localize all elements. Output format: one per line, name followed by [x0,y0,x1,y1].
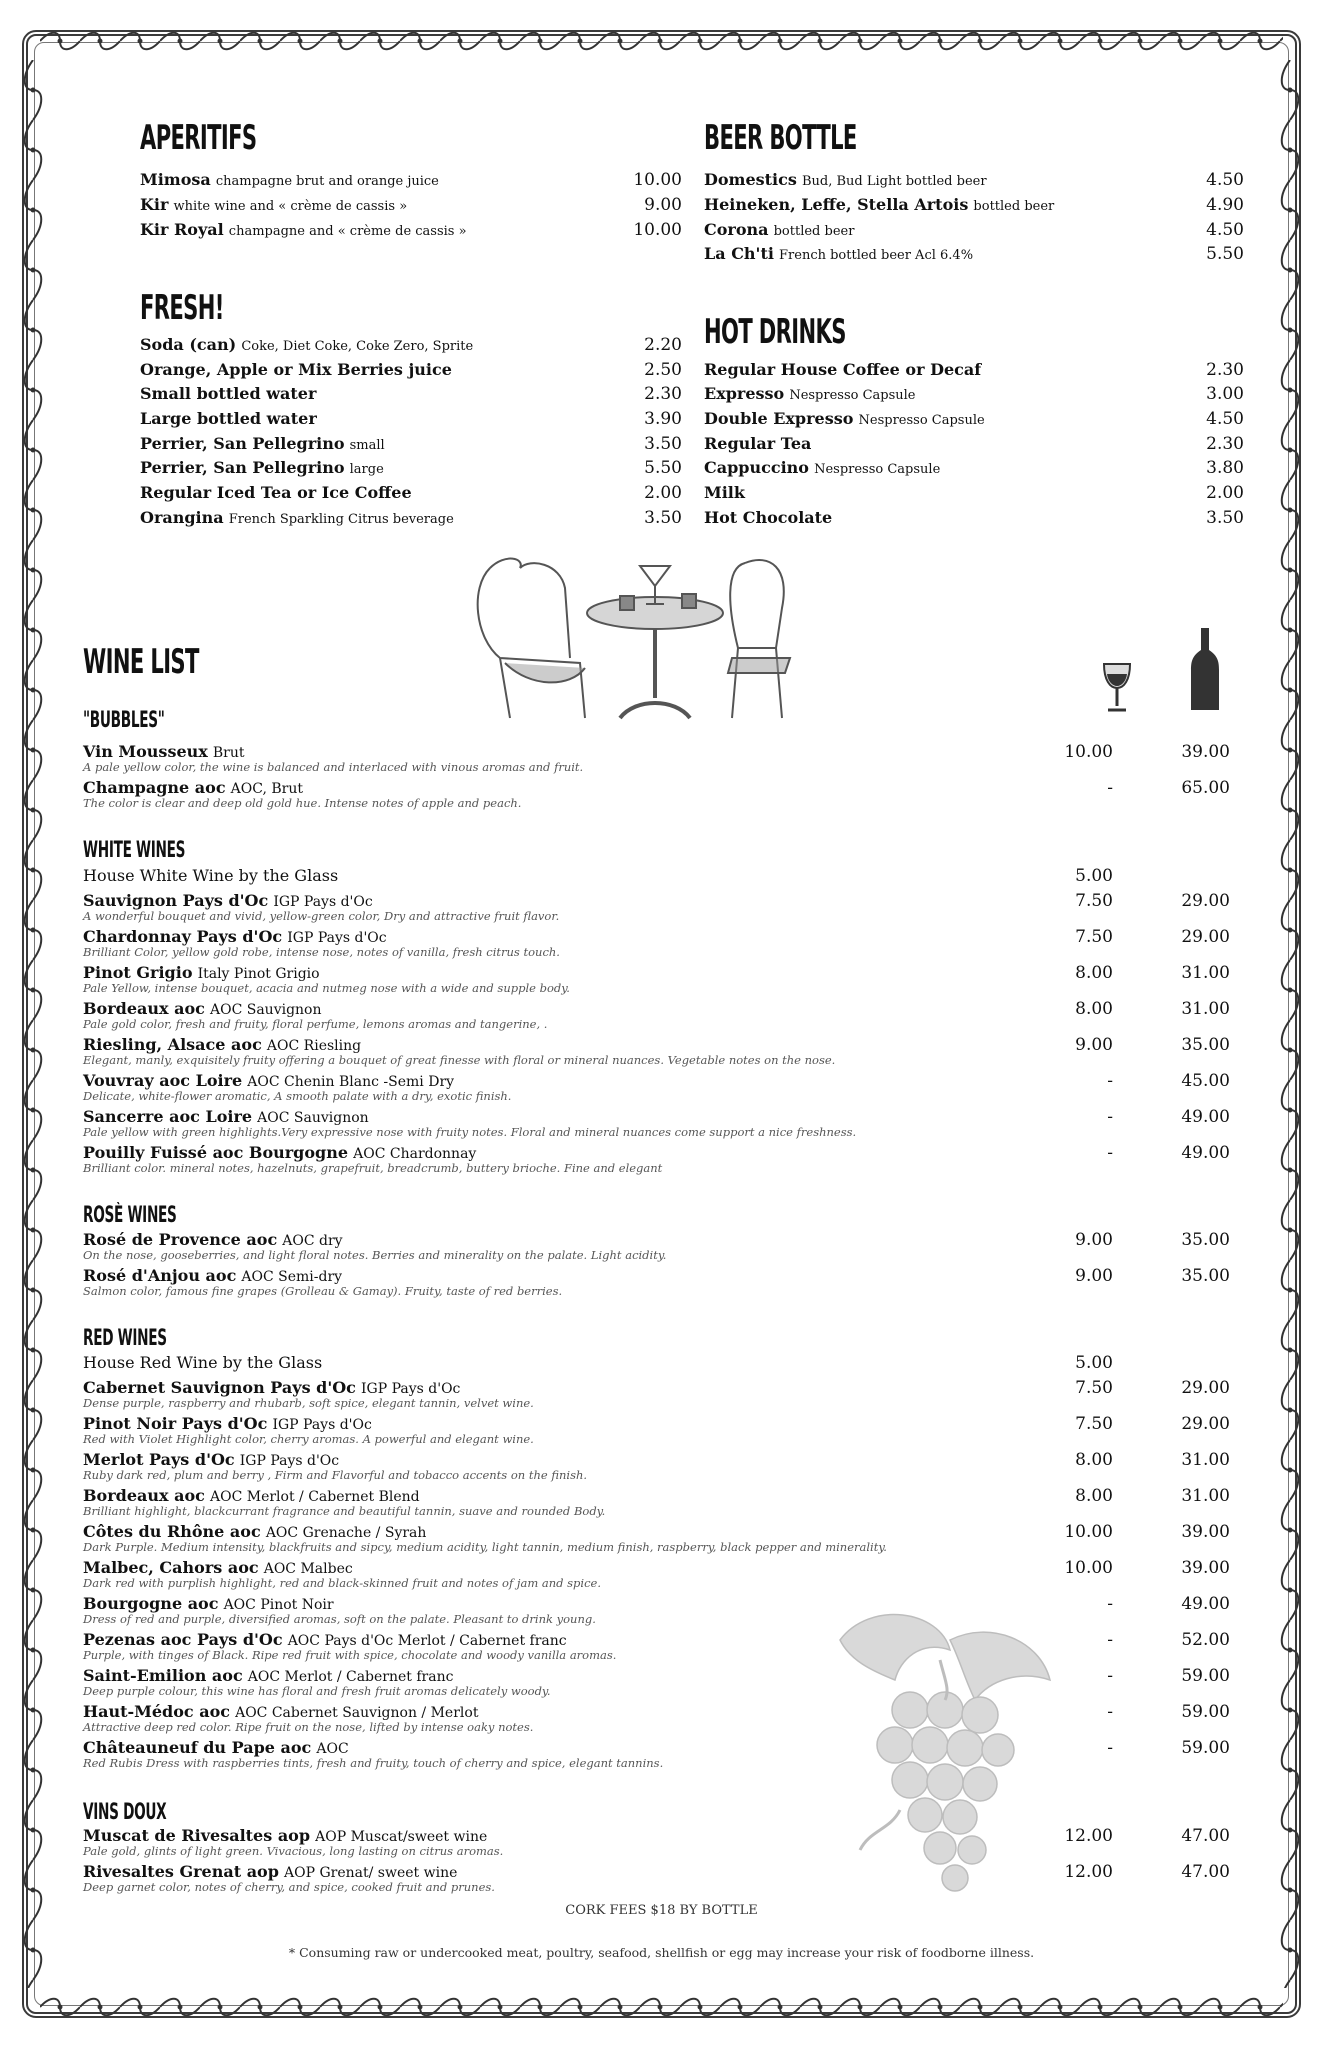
tasting-note: Salmon color, famous fine grapes (Grolleau & Gamay). Fruity, taste of red berries. [83,1284,563,1298]
border-ornament-left [22,60,44,1988]
price: 9.00 [644,195,682,215]
menu-item: La Ch'ti French bottled beer Acl 6.4% 5.50 [704,244,1244,264]
glass-price: - [1107,1666,1113,1686]
bottle-price: 31.00 [1181,1450,1230,1470]
tasting-note: Dark red with purplish highlight, red and black-skinned fruit and notes of jam and spice. [83,1576,601,1590]
glass-price: 7.50 [1075,1378,1113,1398]
glass-price: 5.00 [1075,1353,1113,1373]
bottle-price: 35.00 [1181,1230,1230,1250]
wine-item: House Red Wine by the Glass 5.00 [83,1353,1113,1373]
bottle-price: 49.00 [1181,1143,1230,1163]
border-ornament-top [40,30,1283,52]
section-heading-white-wines: WHITE WINES [83,838,186,863]
bottle-price: 29.00 [1181,927,1230,947]
tasting-note: Brilliant color. mineral notes, hazelnuts, grapefruit, breadcrumb, buttery brioche. Fine and elegant [83,1161,663,1175]
tasting-note: Ruby dark red, plum and berry , Firm and Flavorful and tobacco accents on the finish. [83,1468,588,1482]
wine-item: House White Wine by the Glass 5.00 [83,866,1113,886]
price: 3.90 [644,409,682,429]
bottle-price: 59.00 [1181,1666,1230,1686]
tasting-note: A wonderful bouquet and vivid, yellow-green color, Dry and attractive fruit flavor. [83,909,560,923]
price: 10.00 [633,220,682,240]
bottle-price: 31.00 [1181,963,1230,983]
tasting-note: Pale yellow with green highlights.Very expressive nose with fruity notes. Floral and mineral nuances come support a nice freshness. [83,1125,857,1139]
menu-item: Soda (can) Coke, Diet Coke, Coke Zero, Sprite 2.20 [140,335,682,355]
price: 2.50 [644,360,682,380]
price: 2.20 [644,335,682,355]
price: 2.00 [1206,483,1244,503]
glass-price: 9.00 [1075,1035,1113,1055]
bottle-price: 39.00 [1181,742,1230,762]
menu-item: Small bottled water 2.30 [140,384,682,404]
wine-item: Pouilly Fuissé aoc Bourgogne AOC Chardonnay Brilliant color. mineral notes, hazelnuts, grapefruit, breadcrumb, buttery brioche. Fine and elegant - 49.00 [83,1143,1243,1179]
price: 3.50 [644,434,682,454]
bottle-price: 47.00 [1181,1826,1230,1846]
glass-price: 5.00 [1075,866,1113,886]
fresh-heading: FRESH! [140,288,224,328]
menu-item: Expresso Nespresso Capsule 3.00 [704,384,1244,404]
glass-price: - [1107,1143,1113,1163]
menu-item: Large bottled water 3.90 [140,409,682,429]
tasting-note: Deep garnet color, notes of cherry, and spice, cooked fruit and prunes. [83,1880,495,1894]
glass-price: 8.00 [1075,1450,1113,1470]
glass-price: 8.00 [1075,1486,1113,1506]
tasting-note: Red with Violet Highlight color, cherry aromas. A powerful and elegant wine. [83,1432,534,1446]
tasting-note: Brilliant highlight, blackcurrant fragrance and beautiful tannin, suave and rounded Body. [83,1504,606,1518]
menu-item: Regular Tea 2.30 [704,434,1244,454]
tasting-note: Pale gold color, fresh and fruity, floral perfume, lemons aromas and tangerine, . [83,1017,548,1031]
wine-item: Sancerre aoc Loire AOC Sauvignon Pale yellow with green highlights.Very expressive nose with fruity notes. Floral and mineral nuances come support a nice freshness. - 49.00 [83,1107,1243,1143]
bottle-price: 59.00 [1181,1738,1230,1758]
section-heading-rose-wines: ROSÈ WINES [83,1203,177,1228]
aperitifs-heading: APERITIFS [140,118,257,158]
wine-item: Riesling, Alsace aoc AOC Riesling Elegant, manly, exquisitely fruity offering a bouquet of great finesse with floral or mineral nuances. Vegetable notes on the nose. 9.00 35.00 [83,1035,1243,1071]
tasting-note: Dense purple, raspberry and rhubarb, soft spice, elegant tannin, velvet wine. [83,1396,534,1410]
bottle-price: 29.00 [1181,1378,1230,1398]
wine-item: Pezenas aoc Pays d'Oc AOC Pays d'Oc Merlot / Cabernet franc Purple, with tinges of Black. Ripe red fruit with spice, chocolate and woody vanilla aromas. - 52.00 [83,1630,1243,1666]
bottle-price: 49.00 [1181,1107,1230,1127]
menu-item: Perrier, San Pellegrino small 3.50 [140,434,682,454]
wine-glass-icon [1100,660,1134,714]
wine-item: Vin Mousseux Brut A pale yellow color, the wine is balanced and interlaced with vinous aromas and fruit. 10.00 39.00 [83,742,1243,778]
tasting-note: Deep purple colour, this wine has floral and fresh fruit aromas delicately woody. [83,1684,551,1698]
glass-price: 9.00 [1075,1230,1113,1250]
glass-price: 9.00 [1075,1266,1113,1286]
wine-item: Haut-Médoc aoc AOC Cabernet Sauvignon / Merlot Attractive deep red color. Ripe fruit on the nose, lifted by intense oaky notes. - 59.00 [83,1702,1243,1738]
bottle-price: 45.00 [1181,1071,1230,1091]
tasting-note: A pale yellow color, the wine is balanced and interlaced with vinous aromas and fruit. [83,760,584,774]
price: 4.50 [1206,170,1244,190]
tasting-note: Delicate, white-flower aromatic, A smooth palate with a dry, exotic finish. [83,1089,512,1103]
menu-item: Orangina French Sparkling Citrus beverage 3.50 [140,508,682,528]
price: 3.50 [644,508,682,528]
tasting-note: Brilliant Color, yellow gold robe, intense nose, notes of vanilla, fresh citrus touch. [83,945,560,959]
cafe-table-chairs-illustration [470,548,840,728]
price: 3.00 [1206,384,1244,404]
tasting-note: Attractive deep red color. Ripe fruit on the nose, lifted by intense oaky notes. [83,1720,534,1734]
glass-price: - [1107,1702,1113,1722]
wine-item: Vouvray aoc Loire AOC Chenin Blanc -Semi Dry Delicate, white-flower aromatic, A smooth palate with a dry, exotic finish. - 45.00 [83,1071,1243,1107]
wine-item: Merlot Pays d'Oc IGP Pays d'Oc Ruby dark red, plum and berry , Firm and Flavorful and tobacco accents on the finish. 8.00 31.00 [83,1450,1243,1486]
price: 3.80 [1206,458,1244,478]
glass-price: 10.00 [1064,742,1113,762]
wine-item: Châteauneuf du Pape aoc AOC Red Rubis Dress with raspberries tints, fresh and fruity, touch of cherry and spice, elegant tannins. - 59.00 [83,1738,1243,1774]
glass-price: 8.00 [1075,963,1113,983]
bottle-price: 47.00 [1181,1862,1230,1882]
wine-item: Sauvignon Pays d'Oc IGP Pays d'Oc A wonderful bouquet and vivid, yellow-green color, Dry and attractive fruit flavor. 7.50 29.00 [83,891,1243,927]
price: 10.00 [633,170,682,190]
wine-item: Rivesaltes Grenat aop AOP Grenat/ sweet wine Deep garnet color, notes of cherry, and spice, cooked fruit and prunes. 12.00 47.00 [83,1862,1243,1898]
price: 4.50 [1206,409,1244,429]
wine-item: Saint-Emilion aoc AOC Merlot / Cabernet franc Deep purple colour, this wine has floral and fresh fruit aromas delicately woody. - 59.00 [83,1666,1243,1702]
menu-item: Double Expresso Nespresso Capsule 4.50 [704,409,1244,429]
tasting-note: Pale Yellow, intense bouquet, acacia and nutmeg nose with a wide and supple body. [83,981,570,995]
bottle-price: 52.00 [1181,1630,1230,1650]
wine-item: Malbec, Cahors aoc AOC Malbec Dark red with purplish highlight, red and black-skinned fruit and notes of jam and spice. 10.00 39.00 [83,1558,1243,1594]
tasting-note: Red Rubis Dress with raspberries tints, fresh and fruity, touch of cherry and spice, elegant tannins. [83,1756,664,1770]
bottle-price: 49.00 [1181,1594,1230,1614]
tasting-note: Dark Purple. Medium intensity, blackfruits and sipcy, medium acidity, light tannin, medium finish, raspberry, black pepper and minerality. [83,1540,887,1554]
food-safety-disclaimer: * Consuming raw or undercooked meat, poultry, seafood, shellfish or egg may increase your risk of foodborne illness. [288,1945,1035,1960]
price: 2.30 [644,384,682,404]
bottle-price: 59.00 [1181,1702,1230,1722]
price: 5.50 [644,458,682,478]
menu-item: Orange, Apple or Mix Berries juice 2.50 [140,360,682,380]
tasting-note: Elegant, manly, exquisitely fruity offering a bouquet of great finesse with floral or mineral nuances. Vegetable notes on the nose. [83,1053,836,1067]
tasting-note: The color is clear and deep old gold hue. Intense notes of apple and peach. [83,796,522,810]
wine-item: Pinot Grigio Italy Pinot Grigio Pale Yellow, intense bouquet, acacia and nutmeg nose with a wide and supple body. 8.00 31.00 [83,963,1243,999]
price: 4.50 [1206,220,1244,240]
menu-item: Mimosa champagne brut and orange juice 10.00 [140,170,682,190]
menu-item: Domestics Bud, Bud Light bottled beer 4.50 [704,170,1244,190]
bottle-price: 39.00 [1181,1522,1230,1542]
cork-fees-note: CORK FEES $18 BY BOTTLE [565,1903,758,1918]
wine-item: Bordeaux aoc AOC Merlot / Cabernet Blend Brilliant highlight, blackcurrant fragrance and beautiful tannin, suave and rounded Body. 8.00 31.00 [83,1486,1243,1522]
border-ornament-bottom [40,1996,1283,2018]
bottle-price: 29.00 [1181,891,1230,911]
wine-item: Cabernet Sauvignon Pays d'Oc IGP Pays d'Oc Dense purple, raspberry and rhubarb, soft spice, elegant tannin, velvet wine. 7.50 29.00 [83,1378,1243,1414]
tasting-note: On the nose, gooseberries, and light floral notes. Berries and minerality on the palate. Light acidity. [83,1248,667,1262]
wine-item: Pinot Noir Pays d'Oc IGP Pays d'Oc Red with Violet Highlight color, cherry aromas. A powerful and elegant wine. 7.50 29.00 [83,1414,1243,1450]
border-ornament-right [1279,60,1301,1988]
glass-price: - [1107,778,1113,798]
wine-item: Rosé d'Anjou aoc AOC Semi-dry Salmon color, famous fine grapes (Grolleau & Gamay). Fruity, taste of red berries. 9.00 35.00 [83,1266,1243,1302]
glass-price: - [1107,1594,1113,1614]
section-heading-red-wines: RED WINES [83,1326,167,1351]
menu-item: Heineken, Leffe, Stella Artois bottled beer 4.90 [704,195,1244,215]
menu-item: Regular Iced Tea or Ice Coffee 2.00 [140,483,682,503]
price: 4.90 [1206,195,1244,215]
wine-item: Bourgogne aoc AOC Pinot Noir Dress of red and purple, diversified aromas, soft on the palate. Pleasant to drink young. - 49.00 [83,1594,1243,1630]
price: 2.30 [1206,360,1244,380]
section-heading-vins-doux: VINS DOUX [83,1800,167,1825]
wine-item: Muscat de Rivesaltes aop AOP Muscat/sweet wine Pale gold, glints of light green. Vivacious, long lasting on citrus aromas. 12.00 47.00 [83,1826,1243,1862]
glass-price: 10.00 [1064,1522,1113,1542]
glass-price: 10.00 [1064,1558,1113,1578]
bottle-price: 31.00 [1181,999,1230,1019]
glass-price: 12.00 [1064,1862,1113,1882]
glass-price: - [1107,1630,1113,1650]
price: 2.30 [1206,434,1244,454]
wine-item: Chardonnay Pays d'Oc IGP Pays d'Oc Brilliant Color, yellow gold robe, intense nose, notes of vanilla, fresh citrus touch. 7.50 29.00 [83,927,1243,963]
tasting-note: Pale gold, glints of light green. Vivacious, long lasting on citrus aromas. [83,1844,504,1858]
menu-item: Kir Royal champagne and « crème de cassis » 10.00 [140,220,682,240]
menu-item: Hot Chocolate 3.50 [704,508,1244,528]
bottle-price: 29.00 [1181,1414,1230,1434]
menu-item: Kir white wine and « crème de cassis » 9.00 [140,195,682,215]
glass-price: - [1107,1071,1113,1091]
bottle-price: 39.00 [1181,1558,1230,1578]
glass-price: - [1107,1738,1113,1758]
wine-list-heading: WINE LIST [83,642,199,682]
menu-item: Cappuccino Nespresso Capsule 3.80 [704,458,1244,478]
menu-item: Corona bottled beer 4.50 [704,220,1244,240]
bottle-price: 65.00 [1181,778,1230,798]
menu-item: Milk 2.00 [704,483,1244,503]
bottle-price: 31.00 [1181,1486,1230,1506]
bottle-price: 35.00 [1181,1266,1230,1286]
tasting-note: Dress of red and purple, diversified aromas, soft on the palate. Pleasant to drink young. [83,1612,596,1626]
wine-item: Côtes du Rhône aoc AOC Grenache / Syrah Dark Purple. Medium intensity, blackfruits and sipcy, medium acidity, light tannin, medium finish, raspberry, black pepper and minerality. 10.00 39.00 [83,1522,1243,1558]
section-heading-bubbles: "BUBBLES" [83,708,165,733]
wine-item: Rosé de Provence aoc AOC dry On the nose, gooseberries, and light floral notes. Berries and minerality on the palate. Light acidity. 9.00 35.00 [83,1230,1243,1266]
hot-drinks-heading: HOT DRINKS [704,312,846,352]
price: 3.50 [1206,508,1244,528]
bottle-price: 35.00 [1181,1035,1230,1055]
price: 2.00 [644,483,682,503]
menu-item: Perrier, San Pellegrino large 5.50 [140,458,682,478]
wine-item: Bordeaux aoc AOC Sauvignon Pale gold color, fresh and fruity, floral perfume, lemons aromas and tangerine, . 8.00 31.00 [83,999,1243,1035]
menu-item: Regular House Coffee or Decaf 2.30 [704,360,1244,380]
tasting-note: Purple, with tinges of Black. Ripe red fruit with spice, chocolate and woody vanilla aromas. [83,1648,617,1662]
glass-price: 7.50 [1075,1414,1113,1434]
glass-price: 8.00 [1075,999,1113,1019]
price: 5.50 [1206,244,1244,264]
glass-price: 7.50 [1075,927,1113,947]
beer-heading: BEER BOTTLE [704,118,857,158]
glass-price: - [1107,1107,1113,1127]
glass-price: 7.50 [1075,891,1113,911]
wine-bottle-icon [1188,626,1222,714]
wine-item: Champagne aoc AOC, Brut The color is clear and deep old gold hue. Intense notes of apple and peach. - 65.00 [83,778,1243,814]
glass-price: 12.00 [1064,1826,1113,1846]
